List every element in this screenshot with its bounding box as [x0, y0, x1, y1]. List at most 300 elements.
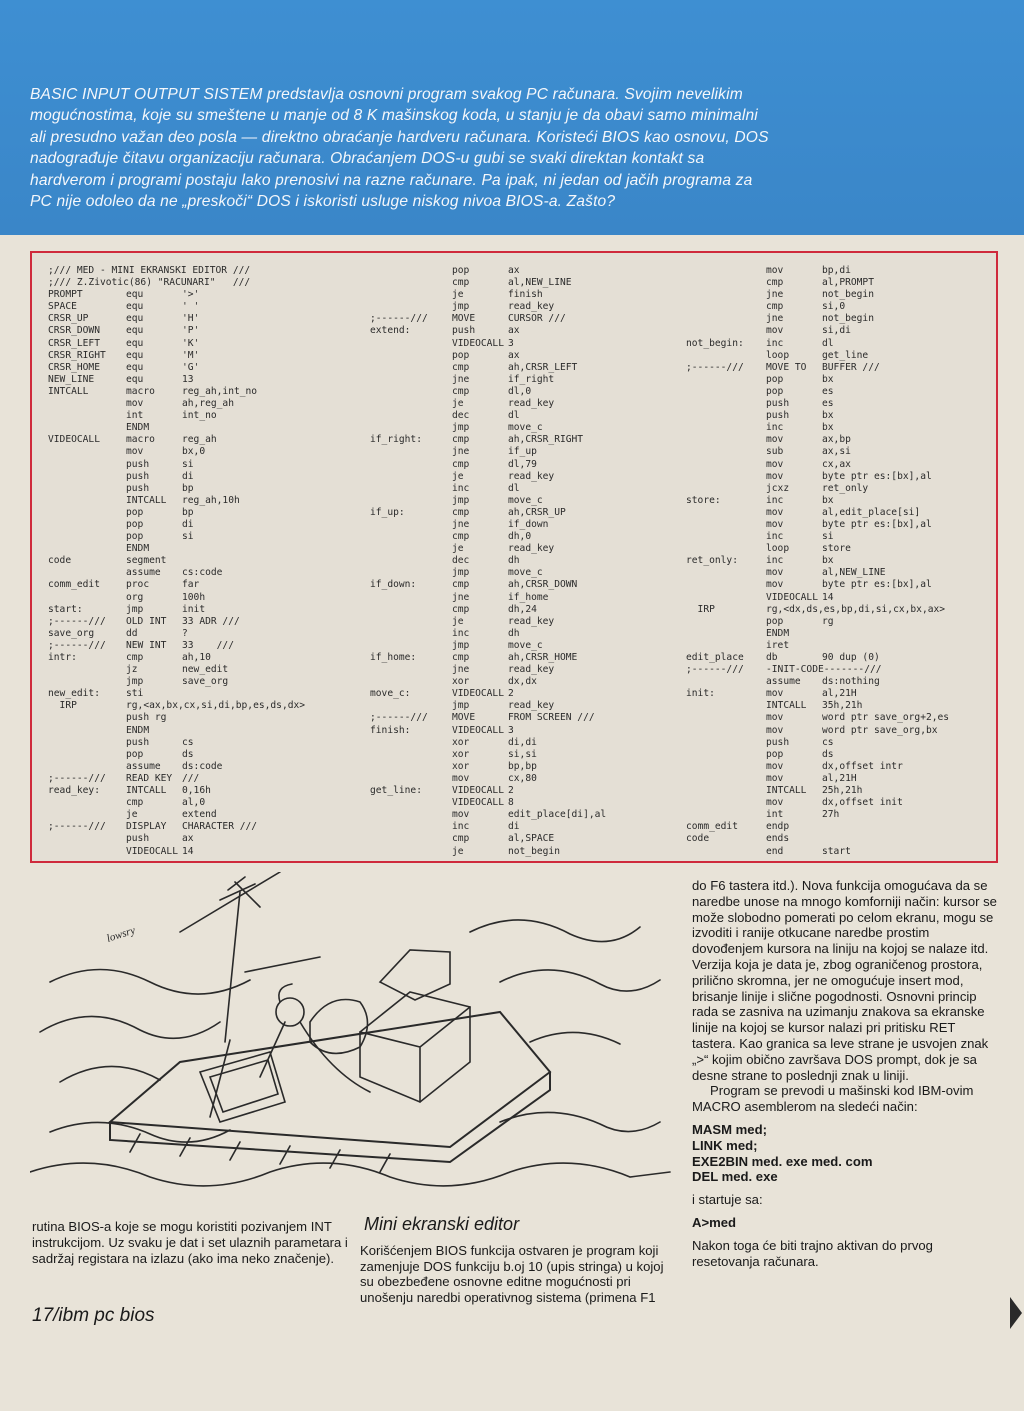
- code-line: [48, 700, 306, 712]
- code-line: [686, 579, 949, 591]
- code-opcode: inc: [766, 531, 784, 543]
- code-opcode: macro: [126, 434, 155, 446]
- code-opcode: INTCALL: [766, 785, 807, 797]
- code-opcode: cmp: [452, 277, 470, 289]
- code-label: [48, 725, 126, 737]
- code-opcode: DISPLAY: [126, 821, 167, 833]
- code-opcode: jne: [766, 289, 784, 301]
- code-operand: reg_ah,10h: [182, 494, 240, 506]
- code-line: [48, 821, 257, 833]
- code-label: CRSR_DOWN: [48, 325, 100, 337]
- code-line: [370, 483, 606, 495]
- code-line: [686, 604, 949, 616]
- code-line: [686, 459, 949, 471]
- code-operand: dl: [822, 337, 834, 349]
- code-label: [48, 664, 126, 676]
- code-line: [48, 362, 257, 374]
- code-label: INTCALL: [48, 385, 89, 397]
- code-opcode: inc: [766, 555, 784, 567]
- code-opcode: proc: [126, 579, 150, 591]
- code-operand: bx: [822, 555, 834, 567]
- code-line: [370, 446, 606, 458]
- code-label: [686, 567, 766, 579]
- code-operand: init: [182, 603, 206, 615]
- code-operand: '>': [182, 289, 200, 301]
- code-label: [370, 592, 452, 604]
- code-opcode: pop: [126, 506, 144, 518]
- code-opcode: inc: [452, 627, 470, 639]
- code-label: [370, 301, 452, 313]
- code-opcode: MOVE: [452, 313, 476, 325]
- code-line: [370, 628, 606, 640]
- code-operand: 2: [508, 785, 514, 797]
- page-edge-arrow-icon: [1010, 1297, 1022, 1329]
- code-label: [686, 325, 766, 337]
- code-operand: al,PROMPT: [822, 277, 874, 289]
- code-label: [686, 749, 766, 761]
- code-label: [48, 592, 126, 604]
- code-opcode: VIDEOCALL: [766, 591, 818, 603]
- code-label: [370, 749, 452, 761]
- code-label: comm_edit: [48, 579, 100, 591]
- code-line: [686, 821, 949, 833]
- code-opcode: mov: [766, 688, 784, 700]
- code-operand: not_begin: [822, 289, 874, 301]
- code-operand: move_c: [508, 639, 543, 651]
- code-line: [686, 688, 949, 700]
- code-label: [48, 749, 126, 761]
- code-opcode: jz: [126, 664, 138, 676]
- code-operand: ah,CRSR_UP: [508, 506, 566, 518]
- code-line: [370, 833, 606, 845]
- code-operand: dx,offset intr: [822, 760, 903, 772]
- code-label: if_up:: [370, 506, 405, 518]
- code-line: [370, 676, 606, 688]
- code-line: [686, 471, 949, 483]
- code-line: [370, 700, 606, 712]
- code-label: ;------///: [370, 313, 428, 325]
- code-line: [48, 664, 257, 676]
- code-operand: 90 dup (0): [822, 652, 880, 663]
- code-opcode: cmp: [452, 833, 470, 845]
- code-operand: reg_ah: [182, 434, 217, 446]
- code-opcode: equ: [126, 325, 144, 337]
- code-opcode: cmp: [452, 434, 470, 446]
- code-line: [686, 700, 949, 712]
- code-label: [370, 338, 452, 350]
- code-opcode: jne: [766, 313, 784, 325]
- code-opcode: push: [766, 736, 790, 748]
- page-footer: 17/ibm pc bios: [32, 1305, 155, 1326]
- code-label: read_key:: [48, 785, 100, 797]
- code-operand: si,si: [508, 748, 537, 760]
- code-opcode: jmp: [452, 422, 470, 434]
- code-line: [686, 737, 949, 749]
- code-line: [48, 737, 257, 749]
- code-label: intr:: [48, 652, 77, 663]
- article-mid-paragraph: Korišćenjem BIOS funkcija ostvaren je program koji zamenjuje DOS funkciju b.oj 10 (upis stringa) u kojoj su obezbeđene osnovne editne mogućnosti pri unošenju naredbi operativnog sistema (primena F1: [360, 1242, 664, 1306]
- code-operand: 13: [182, 373, 194, 385]
- code-label: [370, 350, 452, 362]
- code-line: [686, 712, 949, 724]
- code-line: [370, 567, 606, 579]
- code-opcode: push: [126, 833, 150, 845]
- code-opcode: end: [766, 845, 784, 857]
- code-label: [370, 398, 452, 410]
- code-line: [48, 289, 257, 301]
- code-line: [48, 592, 257, 604]
- code-line: [686, 446, 949, 458]
- code-opcode: xor: [452, 676, 470, 688]
- code-line: [48, 628, 257, 640]
- code-label: [48, 422, 126, 434]
- code-opcode: mov: [766, 797, 784, 809]
- code-label: [48, 846, 126, 858]
- code-opcode: VIDEOCALL: [126, 845, 178, 857]
- code-operand: al,21H: [822, 688, 857, 700]
- code-opcode: equ: [126, 337, 144, 349]
- code-opcode: db: [766, 652, 778, 663]
- code-line: [48, 446, 257, 458]
- command-line: EXE2BIN med. exe med. com: [692, 1153, 873, 1169]
- code-operand: 'H': [182, 313, 200, 325]
- code-operand: ds:code: [182, 760, 223, 772]
- code-operand: byte ptr es:[bx],al: [822, 470, 932, 482]
- code-line: [686, 567, 949, 579]
- code-line: [370, 495, 606, 507]
- code-operand: dh: [508, 627, 520, 639]
- code-label: [686, 846, 766, 858]
- code-line: [686, 797, 949, 809]
- code-opcode: VIDEOCALL: [452, 688, 504, 700]
- code-opcode: equ: [126, 313, 144, 325]
- code-line: [48, 761, 257, 773]
- code-operand: 2: [508, 688, 514, 700]
- code-opcode: equ: [126, 373, 144, 385]
- code-line: [370, 737, 606, 749]
- code-column-2: [370, 265, 606, 858]
- code-label: [686, 471, 766, 483]
- code-operand: cx,ax: [822, 458, 851, 470]
- code-operand: get_line: [822, 349, 869, 361]
- code-label: CRSR_LEFT: [48, 337, 100, 349]
- code-operand: read_key: [508, 470, 555, 482]
- code-line: [370, 313, 606, 325]
- code-opcode: equ: [126, 349, 144, 361]
- code-label: IRP: [686, 603, 715, 615]
- code-operand: ds: [822, 748, 834, 760]
- code-line: [370, 301, 606, 313]
- code-line: [48, 374, 257, 386]
- code-operand: save_org: [182, 676, 229, 688]
- code-line: [686, 410, 949, 422]
- code-label: [686, 700, 766, 712]
- code-opcode: pop: [126, 518, 144, 530]
- code-line: [48, 386, 257, 398]
- code-line: [48, 507, 257, 519]
- code-label: ;------///: [370, 712, 428, 724]
- code-line: [370, 616, 606, 628]
- code-line: [370, 688, 606, 700]
- code-opcode: cmp: [452, 385, 470, 397]
- code-label: [686, 725, 766, 737]
- code-line: [686, 338, 949, 350]
- code-line: [370, 664, 606, 676]
- code-opcode: loop: [766, 543, 790, 555]
- code-operand: ' ': [182, 301, 200, 313]
- code-opcode: mov: [766, 434, 784, 446]
- code-line: [686, 289, 949, 301]
- code-label: store:: [686, 494, 721, 506]
- code-line: [48, 483, 257, 495]
- code-operand: 14: [182, 845, 194, 857]
- code-label: CRSR_RIGHT: [48, 349, 106, 361]
- code-label: [370, 265, 452, 277]
- code-opcode: OLD INT: [126, 615, 167, 627]
- code-line: [370, 410, 606, 422]
- code-opcode: iret: [766, 639, 790, 651]
- code-opcode: mov: [126, 398, 144, 410]
- code-operand: di: [182, 518, 194, 530]
- code-label: CRSR_UP: [48, 313, 89, 325]
- code-operand: bx,0: [182, 446, 206, 458]
- code-opcode: push: [766, 398, 790, 410]
- code-opcode: push: [126, 736, 150, 748]
- code-operand: bp,di: [822, 265, 851, 276]
- code-operand: 'G': [182, 361, 200, 373]
- code-opcode: mov: [766, 265, 784, 276]
- code-label: [370, 471, 452, 483]
- code-line: [370, 350, 606, 362]
- code-operand: byte ptr es:[bx],al: [822, 579, 932, 591]
- code-opcode: je: [452, 543, 464, 555]
- code-label: ;------///: [686, 361, 744, 373]
- code-label: move_c:: [370, 688, 411, 700]
- code-line: [686, 325, 949, 337]
- code-label: [48, 833, 126, 845]
- code-label: CRSR_HOME: [48, 361, 100, 373]
- code-label: [370, 362, 452, 374]
- code-label: [686, 507, 766, 519]
- code-label: [686, 616, 766, 628]
- code-opcode: jmp: [452, 639, 470, 651]
- code-operand: 0,16h: [182, 785, 211, 797]
- code-line: [686, 725, 949, 737]
- code-comment: ;/// MED - MINI EKRANSKI EDITOR ///: [48, 265, 251, 276]
- code-line: [370, 374, 606, 386]
- code-label: [48, 543, 126, 555]
- code-operand: di: [508, 821, 520, 833]
- code-opcode: push rg: [126, 712, 167, 724]
- code-opcode: rg,<ax,bx,cx,si,di,bp,es,ds,dx>: [126, 700, 306, 712]
- code-label: ;------///: [48, 772, 106, 784]
- code-operand: read_key: [508, 700, 555, 712]
- code-opcode: cmp: [452, 579, 470, 591]
- code-label: new_edit:: [48, 688, 100, 700]
- code-opcode: equ: [126, 301, 144, 313]
- code-line: [48, 471, 257, 483]
- code-line: [686, 846, 949, 858]
- code-line: [48, 555, 257, 567]
- code-label: [370, 459, 452, 471]
- code-label: [48, 531, 126, 543]
- code-operand: ah,CRSR_DOWN: [508, 579, 578, 591]
- start-line: i startuje sa:: [692, 1192, 763, 1208]
- code-line: [48, 846, 257, 858]
- code-opcode: sub: [766, 446, 784, 458]
- intro-line: BASIC INPUT OUTPUT SISTEM predstavlja osnovni program svakog PC računara. Svojim nevelikim: [30, 86, 743, 103]
- code-label: [370, 821, 452, 833]
- code-operand: start: [822, 845, 851, 857]
- code-line: [370, 362, 606, 374]
- code-operand: move_c: [508, 422, 543, 434]
- code-operand: ax: [508, 265, 520, 276]
- code-opcode: cmp: [766, 301, 784, 313]
- code-operand: dh,24: [508, 603, 537, 615]
- code-opcode: cmp: [452, 652, 470, 663]
- code-operand: read_key: [508, 398, 555, 410]
- code-opcode: cmp: [766, 277, 784, 289]
- code-label: [686, 773, 766, 785]
- code-label: [48, 471, 126, 483]
- code-opcode: jne: [452, 373, 470, 385]
- code-opcode: int: [126, 410, 144, 422]
- code-opcode: MOVE: [452, 712, 476, 724]
- code-line: [686, 350, 949, 362]
- code-line: [370, 555, 606, 567]
- code-opcode: assume: [126, 760, 161, 772]
- code-opcode: macro: [126, 385, 155, 397]
- code-line: [686, 265, 949, 277]
- code-operand: new_edit: [182, 664, 229, 676]
- code-label: [370, 833, 452, 845]
- code-label: [48, 761, 126, 773]
- code-operand: si,di: [822, 325, 851, 337]
- code-operand: al,NEW_LINE: [508, 277, 572, 289]
- code-label: [686, 640, 766, 652]
- code-line: [370, 289, 606, 301]
- code-opcode: inc: [452, 482, 470, 494]
- code-operand: dl: [508, 482, 520, 494]
- code-label: [48, 676, 126, 688]
- code-opcode: cmp: [452, 603, 470, 615]
- code-operand: cs:code: [182, 567, 223, 579]
- code-line: [370, 809, 606, 821]
- code-opcode: pop: [126, 748, 144, 760]
- code-label: [48, 507, 126, 519]
- code-opcode: pop: [766, 615, 784, 627]
- code-operand: al,edit_place[si]: [822, 506, 921, 518]
- code-line: [48, 773, 257, 785]
- code-label: [686, 289, 766, 301]
- code-label: [686, 374, 766, 386]
- left-fragment-paragraph: rutina BIOS-a koje se mogu koristiti pozivanjem INT instrukcijom. Uz svaku je dat i set ulaznih parametara i sadržaj registara na izlazu (ako ima neko značenje).: [32, 1219, 348, 1266]
- code-opcode: je: [126, 809, 138, 821]
- command-line: MASM med;: [692, 1121, 767, 1137]
- code-opcode: xor: [452, 748, 470, 760]
- code-opcode: mov: [766, 325, 784, 337]
- code-operand: int_no: [182, 410, 217, 422]
- code-line: [48, 434, 257, 446]
- code-label: [686, 410, 766, 422]
- code-label: [686, 628, 766, 640]
- code-opcode: mov: [766, 458, 784, 470]
- code-opcode: rg,<dx,ds,es,bp,di,si,cx,bx,ax>: [766, 603, 946, 615]
- code-label: ;------///: [48, 821, 106, 833]
- code-label: [686, 676, 766, 688]
- code-operand: not_begin: [822, 313, 874, 325]
- code-line: [686, 386, 949, 398]
- code-line: [686, 761, 949, 773]
- code-operand: 'M': [182, 349, 200, 361]
- code-line: [48, 313, 257, 325]
- code-line: [686, 809, 949, 821]
- code-opcode: ENDM: [126, 724, 150, 736]
- code-operand: es: [822, 398, 834, 410]
- code-operand: ah,10: [182, 652, 211, 663]
- code-line: [370, 265, 606, 277]
- code-label: [686, 446, 766, 458]
- code-label: [370, 773, 452, 785]
- code-line: [370, 277, 606, 289]
- code-label: [686, 761, 766, 773]
- code-label: [370, 604, 452, 616]
- code-label: [370, 483, 452, 495]
- code-line: [686, 616, 949, 628]
- code-line: [686, 555, 949, 567]
- code-label: [370, 628, 452, 640]
- code-line: [686, 676, 949, 688]
- code-opcode: equ: [126, 289, 144, 301]
- code-label: [48, 809, 126, 821]
- code-opcode: pop: [766, 748, 784, 760]
- code-opcode: xor: [452, 760, 470, 772]
- code-opcode: inc: [766, 494, 784, 506]
- code-line: [48, 579, 257, 591]
- code-line: [48, 495, 257, 507]
- code-operand: bx: [822, 422, 834, 434]
- code-opcode: assume: [126, 567, 161, 579]
- code-label: [370, 700, 452, 712]
- code-operand: bx: [822, 410, 834, 422]
- code-label: [370, 616, 452, 628]
- code-operand: 'K': [182, 337, 200, 349]
- code-line: [686, 374, 949, 386]
- prompt-command: A>med: [692, 1214, 737, 1230]
- command-line: LINK med;: [692, 1137, 758, 1153]
- code-opcode: jmp: [126, 603, 144, 615]
- code-operand: al,NEW_LINE: [822, 567, 886, 579]
- code-opcode: push: [452, 325, 476, 337]
- code-operand: extend: [182, 809, 217, 821]
- code-operand: 14: [822, 591, 834, 603]
- code-operand: ax: [508, 349, 520, 361]
- code-label: [370, 797, 452, 809]
- code-opcode: cmp: [452, 458, 470, 470]
- code-opcode: sti: [126, 688, 144, 700]
- code-label: [686, 785, 766, 797]
- code-line: [48, 338, 257, 350]
- code-opcode: je: [452, 845, 464, 857]
- code-opcode: inc: [766, 337, 784, 349]
- code-operand: dh,0: [508, 531, 532, 543]
- article-middle-column: [360, 1214, 668, 1306]
- code-operand: CURSOR ///: [508, 313, 566, 325]
- code-opcode: -INIT-CODE-------///: [766, 664, 882, 676]
- code-label: [370, 640, 452, 652]
- code-line: [686, 362, 949, 374]
- code-label: [48, 483, 126, 495]
